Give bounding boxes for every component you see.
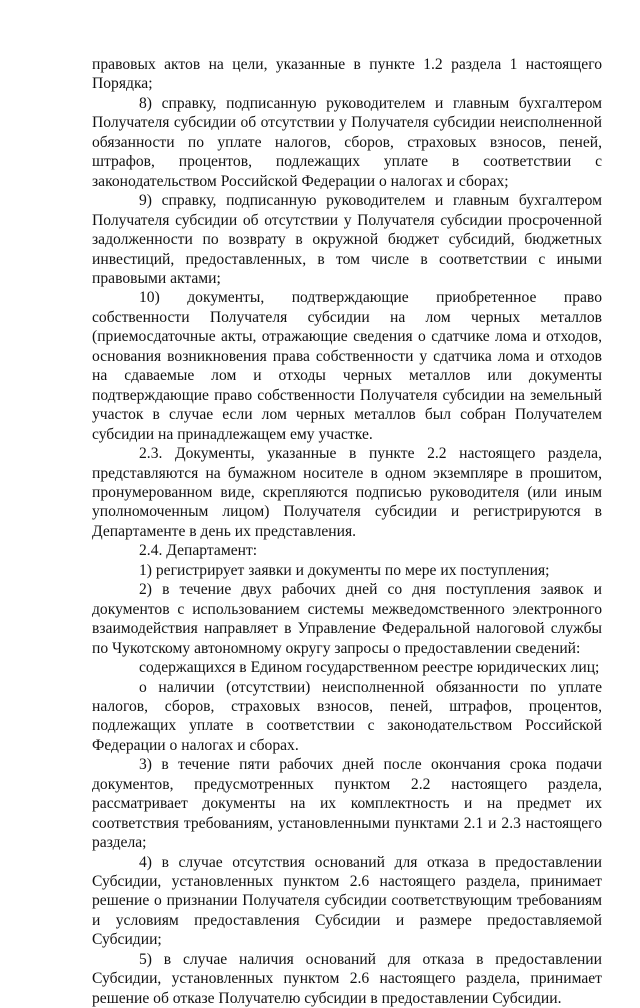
paragraph-2-4-item-2: 2) в течение двух рабочих дней со дня поступления заявок и документов с использованием системы межведомственного электронного взаимодействия направляет в Управление Федеральной налоговой службы по Чукотскому автономному округу запросы о предоставлении сведений: bbox=[92, 581, 602, 657]
document-page bbox=[92, 55, 602, 1008]
paragraph-2-4-item-1: 1) регистрирует заявки и документы по мере их поступления; bbox=[139, 561, 550, 579]
paragraph-2-4-item-3: 3) в течение пяти рабочих дней после окончания срока подачи документов, предусмотренных пунктом 2.2 настоящего раздела, рассматривает документы на их комплектность и на предмет их соответствия требованиям, установленными пунктами 2.1 и 2.3 настоящего раздела; bbox=[92, 756, 602, 852]
paragraph-item-10: 10) документы, подтверждающие приобретенное право собственности Получателя субсидии на лом черных металлов (приемосдаточные акты, отражающие сведения о сдатчике лома и отходов, основания возникновения права собственности у сдатчика лома и отходов на сдаваемые лом и отходы черных металлов или документы подтверждающие право собственности Получателя субсидии на земельный участок в случае если лом черных металлов был собран Получателем субсидии на принадлежащем ему участке. bbox=[92, 289, 602, 443]
paragraph-2-4-item-2-sub-1: содержащихся в Едином государственном реестре юридических лиц; bbox=[139, 659, 600, 677]
paragraph-item-9: 9) справку, подписанную руководителем и главным бухгалтером Получателя субсидии об отсутствии у Получателя субсидии просроченной задолженности по возврату в окружной бюджет субсидий, бюджетных инвестиций, предоставленных, в том числе в соответствии с иными правовыми актами; bbox=[92, 192, 602, 287]
paragraph-2-4-item-5: 5) в случае наличия оснований для отказа в предоставлении Субсидии, установленных пунктом 2.6 настоящего раздела, принимает решение об отказе Получателю субсидии в предоставлении Субсидии. bbox=[92, 950, 602, 1007]
paragraph-2-4-item-2-sub-2: о наличии (отсутствии) неисполненной обязанности по уплате налогов, сборов, страховых взносов, пеней, штрафов, процентов, подлежащих уплате в соответствии с законодательством Российской Федерации о налогах и сборах. bbox=[92, 678, 602, 754]
paragraph-2-4-item-4: 4) в случае отсутствия оснований для отказа в предоставлении Субсидии, установленных пунктом 2.6 настоящего раздела, принимает решение о признании Получателя субсидии соответствующим требованиям и условиям предоставления Субсидии и размере предоставляемой Субсидии; bbox=[92, 853, 602, 949]
paragraph-continuation: правовых актов на цели, указанные в пункте 1.2 раздела 1 настоящего Порядка; bbox=[92, 56, 602, 93]
paragraph-item-8: 8) справку, подписанную руководителем и главным бухгалтером Получателя субсидии об отсутствии у Получателя субсидии неисполненной обязанности по уплате налогов, сборов, страховых взносов, пеней, штрафов, процентов, подлежащих уплате в соответствии с законодательством Российской Федерации о налогах и сборах; bbox=[92, 94, 602, 190]
paragraph-section-2-4: 2.4. Департамент: bbox=[139, 542, 258, 560]
paragraph-section-2-3: 2.3. Документы, указанные в пункте 2.2 настоящего раздела, представляются на бумажном носителе в одном экземпляре в прошитом, пронумерованном виде, скрепляются подписью руководителя (или иным уполномоченным лицом) Получателя субсидии и регистрируются в Департаменте в день их представления. bbox=[92, 445, 602, 540]
